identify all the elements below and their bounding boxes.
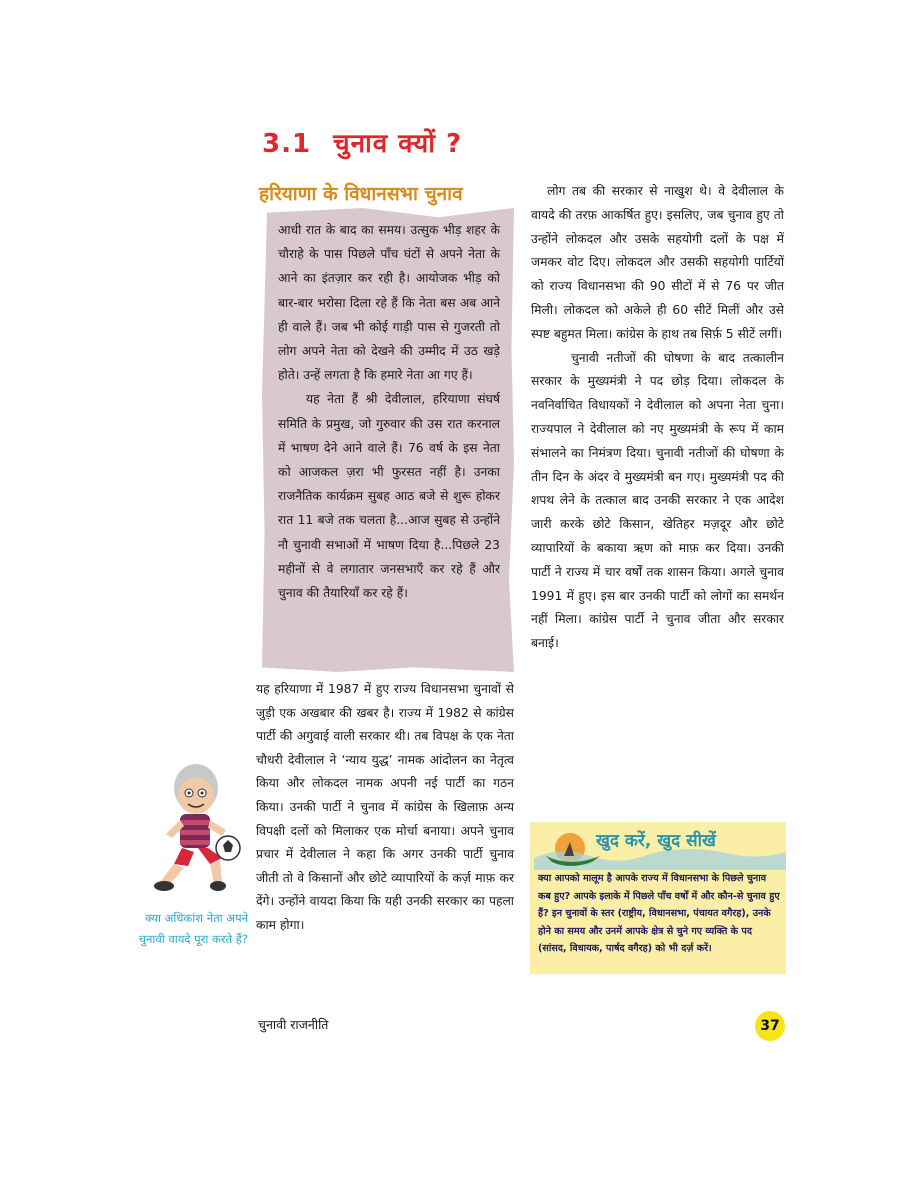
activity-box xyxy=(530,822,786,974)
right-paragraph-1: लोग तब की सरकार से नाखुश थे। वे देवीलाल के वायदे की तरफ़ आकर्षित हुए। इसलिए, जब चुनाव हुए तो उन्होंने लोकदल और उसके सहयोगी दलों के पक्ष में जमकर वोट दिए। लोकदल और उसकी सहयोगी पार्टियों को राज्य विधानसभा की 90 सीटों में से 76 पर जीत मिली। लोकदल को अकेले ही 60 सीटें मिलीं और उसे स्पष्ट बहुमत मिला। कांग्रेस के हाथ तब सिर्फ़ 5 सीटें लगीं। xyxy=(531,184,784,341)
page-number: 37 xyxy=(755,1011,785,1041)
news-paragraph-1: आधी रात के बाद का समय। उत्सुक भीड़ शहर के चौराहे के पास पिछले पाँच घंटों से अपने नेता के आने का इंतज़ार कर रही है। आयोजक भीड़ को बार-बार भरोसा दिला रहे हैं कि नेता बस अब आने ही वाले हैं। जब भी कोई गाड़ी पास से गुजरती तो लोग अपने नेता को देखने की उम्मीद में उठ खड़े होते। उन्हें लगता है कि हमारे नेता आ गए हैं। xyxy=(278,223,500,383)
subheading: हरियाणा के विधानसभा चुनाव xyxy=(259,183,463,205)
left-column-text xyxy=(256,678,514,938)
news-clipping-text xyxy=(278,218,500,605)
chapter-name: चुनावी राजनीति xyxy=(258,1017,329,1032)
right-column-text xyxy=(531,180,784,656)
boy-football-cartoon xyxy=(144,760,244,898)
left-paragraph: यह हरियाणा में 1987 में हुए राज्य विधानसभा चुनावों से जुड़ी एक अखबार की खबर है। राज्य में 1982 से कांग्रेस पार्टी की अगुवाई वाली सरकार थी। तब विपक्ष के एक नेता चौधरी देवीलाल ने ‘न्याय युद्ध’ नामक आंदोलन का नेतृत्व किया और लोकदल नामक अपनी नई पार्टी का गठन किया। उनकी पार्टी ने चुनाव में कांग्रेस के खिलाफ़ अन्य विपक्षी दलों को मिलाकर एक मोर्चा बनाया। अपने चुनाव प्रचार में देवीलाल ने कहा कि अगर उनकी पार्टी चुनाव जीती तो वे किसानों और छोटे व्यापारियों के कर्ज़ माफ़ कर देंगे। उन्होंने वायदा किया कि यही उनकी सरकार का पहला काम होगा। xyxy=(256,682,514,932)
section-title xyxy=(262,124,462,160)
activity-title: खुद करें, खुद सीखें xyxy=(596,831,716,851)
news-paragraph-2: यह नेता हैं श्री देवीलाल, हरियाणा संघर्ष समिति के प्रमुख, जो गुरुवार की उस रात करनाल में भाषण देने आने वाले हैं। 76 वर्ष के इस नेता को आजकल ज़रा भी फुरसत नहीं है। उनका राजनैतिक कार्यक्रम सुबह आठ बजे से शुरू होकर रात 11 बजे तक चलता है...आज सुबह से उन्होंने नौ चुनावी सभाओं में भाषण दिया है...पिछले 23 महीनों से वे लगातार जनसभाएँ कर रहे हैं और चुनाव की तैयारियाँ कर रहे हैं। xyxy=(278,392,500,601)
section-title-text: चुनाव क्यों ? xyxy=(333,129,463,159)
activity-text: क्या आपको मालूम है आपके राज्य में विधानसभा के पिछले चुनाव कब हुए? आपके इलाके में पिछले पाँच वर्षों में और कौन-से चुनाव हुए हैं? इन चुनावों के स्तर (राष्ट्रीय, विधानसभा, पंचायत वगैरह), उनके होने का समय और उनमें आपके क्षेत्र से चुने गए व्यक्ति के पद (सांसद, विधायक, पार्षद वगैरह) को भी दर्ज़ करें। xyxy=(538,873,780,954)
section-number: 3.1 xyxy=(262,129,312,159)
right-paragraph-2: चुनावी नतीजों की घोषणा के बाद तत्कालीन सरकार के मुख्यमंत्री ने पद छोड़ दिया। लोकदल के नवनिर्वाचित विधायकों ने देवीलाल को अपना नेता चुना। राज्यपाल ने देवीलाल को नए मुख्यमंत्री के रूप में काम संभालने का निमंत्रण दिया। चुनावी नतीजों की घोषणा के तीन दिन के अंदर वे मुख्यमंत्री बन गए। मुख्यमंत्री पद की शपथ लेने के तत्काल बाद उनकी सरकार ने एक आदेश जारी करके छोटे किसान, खेतिहर मज़दूर और छोटे व्यापारियों के बकाया ऋण को माफ़ कर दिया। उनकी पार्टी ने राज्य में चार वर्षों तक शासन किया। अगले चुनाव 1991 में हुए। इस बार उनकी पार्टी को लोगों का समर्थन नहीं मिला। कांग्रेस पार्टी ने चुनाव जीता और सरकार बनाई। xyxy=(531,350,784,651)
side-question: क्या अधिकांश नेता अपने चुनावी वायदे पूरा करते हैं? xyxy=(138,911,248,946)
